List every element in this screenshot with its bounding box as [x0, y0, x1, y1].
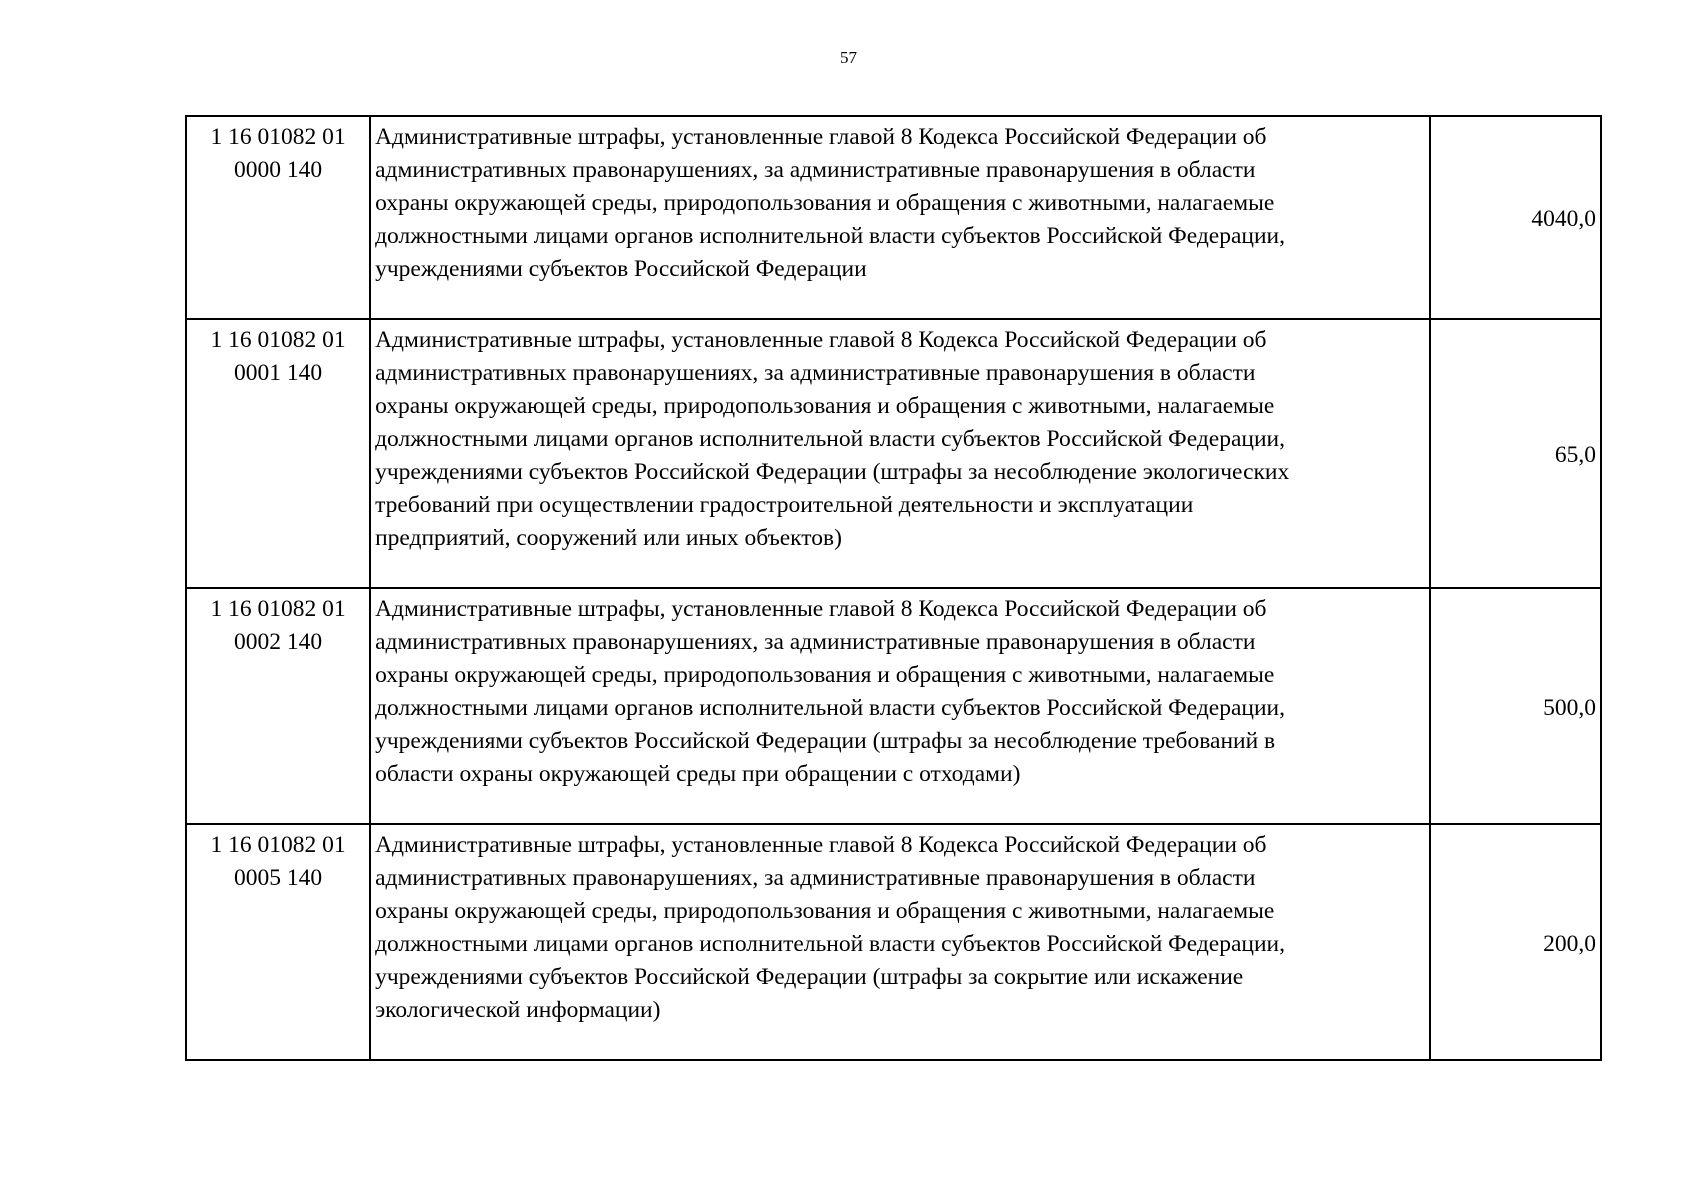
amount-cell: 500,0 [1430, 588, 1601, 824]
description-line: административных правонарушениях, за административные правонарушения в области [375, 360, 1256, 386]
description-line: должностными лицами органов исполнительной власти субъектов Российской Федерации, [375, 931, 1286, 957]
description-line: должностными лицами органов исполнительной власти субъектов Российской Федерации, [375, 695, 1286, 721]
description-cell [370, 588, 1430, 824]
budget-code-line: 1 16 01082 01 [210, 596, 346, 622]
table-row [186, 588, 1601, 824]
description-line: Административные штрафы, установленные главой 8 Кодекса Российской Федерации об [375, 327, 1267, 353]
description-line: учреждениями субъектов Российской Федерации (штрафы за несоблюдение требований в [375, 728, 1276, 754]
description-line: Административные штрафы, установленные главой 8 Кодекса Российской Федерации об [375, 124, 1267, 150]
description-line: охраны окружающей среды, природопользования и обращения с животными, налагаемые [375, 190, 1275, 216]
description-line: должностными лицами органов исполнительной власти субъектов Российской Федерации, [375, 426, 1286, 452]
budget-code-line: 0001 140 [233, 360, 323, 386]
budget-code-line: 1 16 01082 01 [210, 327, 346, 353]
description-line: охраны окружающей среды, природопользования и обращения с животными, налагаемые [375, 662, 1275, 688]
budget-code-cell [186, 824, 370, 1060]
description-line: охраны окружающей среды, природопользования и обращения с животными, налагаемые [375, 898, 1275, 924]
description-line: учреждениями субъектов Российской Федерации [375, 256, 867, 282]
description-cell [370, 824, 1430, 1060]
description-line: области охраны окружающей среды при обращении с отходами) [375, 761, 1021, 787]
description-line: административных правонарушениях, за административные правонарушения в области [375, 865, 1256, 891]
description-line: учреждениями субъектов Российской Федерации (штрафы за несоблюдение экологических [375, 459, 1290, 485]
table-row [186, 319, 1601, 588]
budget-code-table [185, 115, 1602, 1061]
budget-code-line: 1 16 01082 01 [210, 832, 346, 858]
description-cell [370, 116, 1430, 319]
budget-code-line: 0000 140 [233, 157, 323, 183]
budget-code-line: 0002 140 [233, 629, 323, 655]
description-line: экологической информации) [375, 997, 661, 1023]
page-number: 57 [840, 48, 857, 67]
description-line: предприятий, сооружений или иных объектов) [375, 525, 842, 551]
description-line: Административные штрафы, установленные главой 8 Кодекса Российской Федерации об [375, 596, 1267, 622]
budget-code-line: 1 16 01082 01 [210, 124, 346, 150]
description-line: должностными лицами органов исполнительной власти субъектов Российской Федерации, [375, 223, 1286, 249]
description-line: административных правонарушениях, за административные правонарушения в области [375, 629, 1256, 655]
description-line: административных правонарушениях, за административные правонарушения в области [375, 157, 1256, 183]
budget-code-line: 0005 140 [233, 865, 323, 891]
description-line: требований при осуществлении градостроительной деятельности и эксплуатации [375, 492, 1194, 518]
budget-code-cell [186, 319, 370, 588]
amount-cell: 4040,0 [1430, 116, 1601, 319]
amount-cell: 200,0 [1430, 824, 1601, 1060]
description-line: учреждениями субъектов Российской Федерации (штрафы за сокрытие или искажение [375, 964, 1244, 990]
budget-code-cell [186, 116, 370, 319]
description-line: охраны окружающей среды, природопользования и обращения с животными, налагаемые [375, 393, 1275, 419]
table-row [186, 824, 1601, 1060]
description-cell [370, 319, 1430, 588]
budget-code-cell [186, 588, 370, 824]
description-line: Административные штрафы, установленные главой 8 Кодекса Российской Федерации об [375, 832, 1267, 858]
amount-cell: 65,0 [1430, 319, 1601, 588]
table-row [186, 116, 1601, 319]
